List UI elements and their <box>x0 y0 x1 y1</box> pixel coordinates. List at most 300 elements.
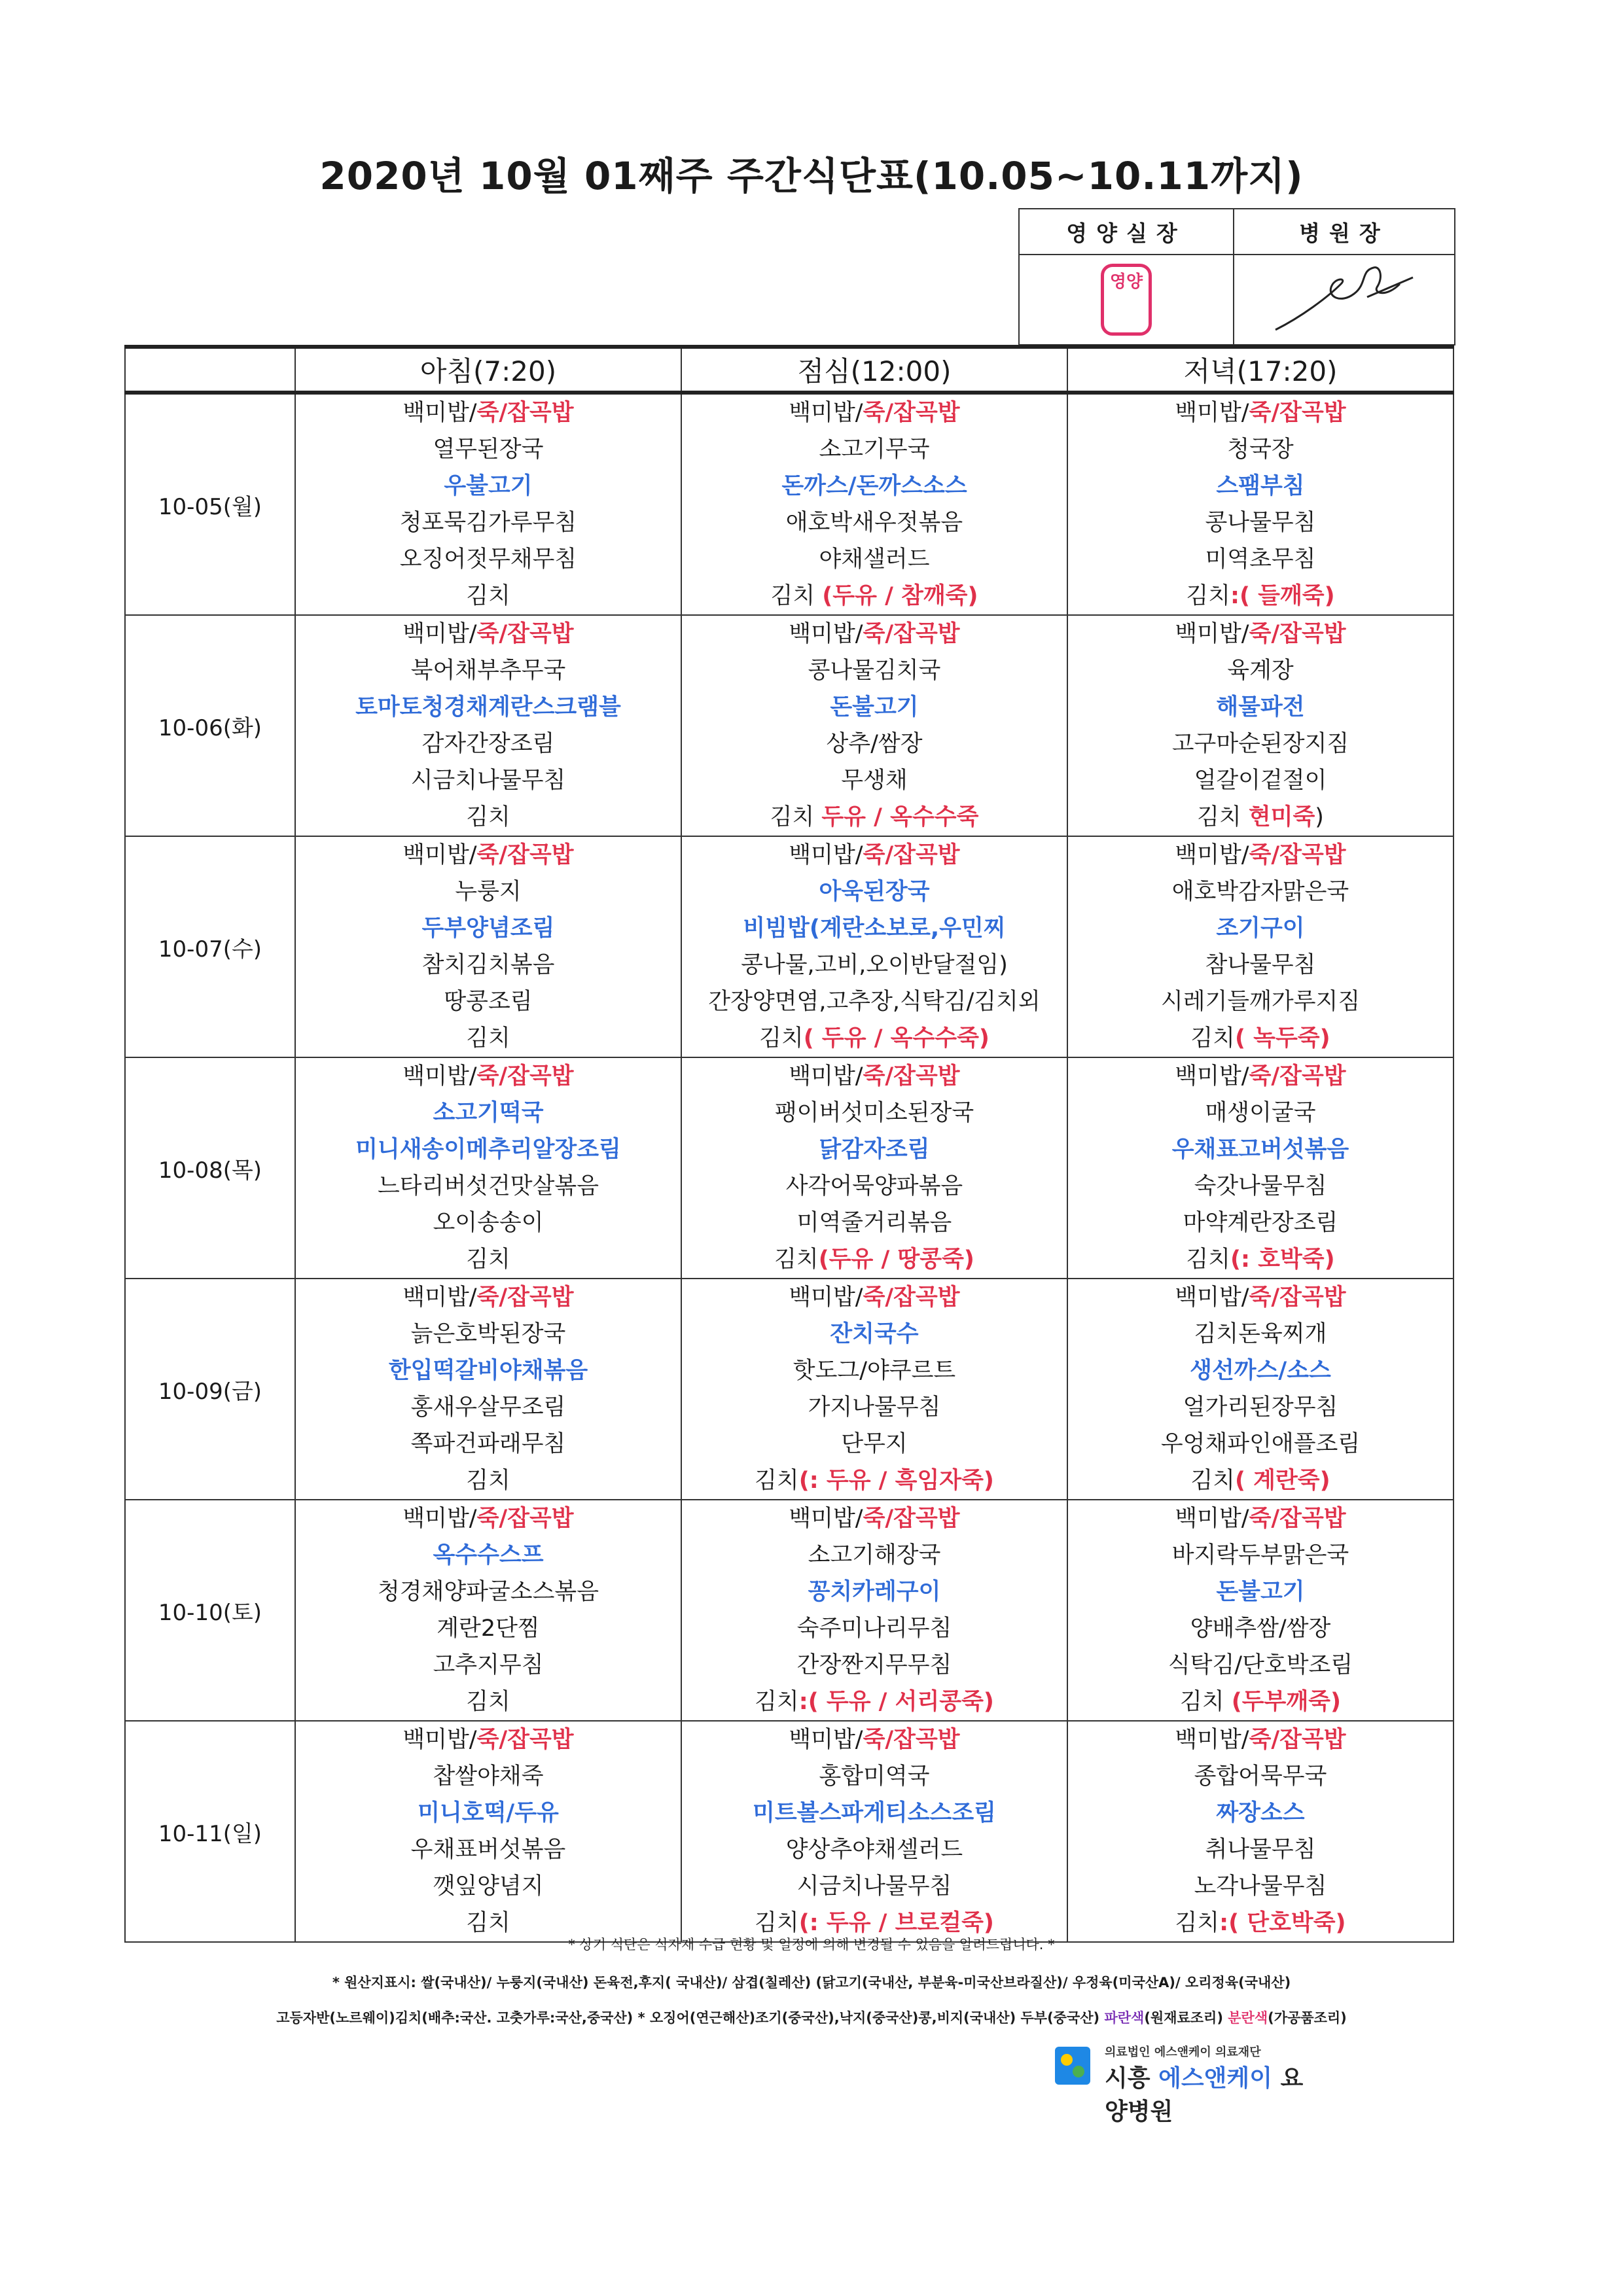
menu-item <box>1068 1537 1453 1574</box>
menu-item <box>296 652 681 689</box>
day-row <box>125 1057 1454 1279</box>
menu-item <box>296 1647 681 1684</box>
hospital-logo-icon <box>1054 2045 1092 2086</box>
menu-item <box>682 1610 1067 1647</box>
menu-item <box>296 983 681 1020</box>
dietitian-seal-cell <box>1019 255 1234 345</box>
menu-item <box>296 762 681 799</box>
origin-info-segment: (원재료조리) <box>1144 2010 1228 2026</box>
menu-item <box>682 431 1067 468</box>
menu-item <box>1068 1868 1453 1905</box>
menu-item-text: 옥수수스프 <box>433 1542 544 1568</box>
menu-item-text: 돈불고기 <box>830 694 919 720</box>
menu-item-text: 백미밥/ <box>789 1727 863 1753</box>
menu-item-text: 감자간장조림 <box>421 731 555 757</box>
menu-item-text: :( 단호박죽) <box>1219 1910 1346 1936</box>
menu-item <box>1068 504 1453 541</box>
menu-item-text: 두유 / 옥수수죽 <box>821 804 979 830</box>
menu-item-text: 백미밥/ <box>1175 1063 1249 1089</box>
menu-item-text: 땅콩조림 <box>444 989 533 1015</box>
menu-item-text: 김치 <box>774 1246 819 1273</box>
menu-item-text: 백미밥/ <box>402 842 477 868</box>
menu-item <box>1068 983 1453 1020</box>
menu-item-text: 김치 <box>755 1689 799 1715</box>
menu-item <box>682 395 1067 431</box>
lunch-header: 점심(12:00) <box>681 347 1067 393</box>
menu-item <box>682 762 1067 799</box>
menu-item <box>296 1795 681 1831</box>
weekly-menu-table <box>124 345 1454 1943</box>
menu-item-text: ( 녹두죽) <box>1235 1025 1330 1051</box>
menu-item <box>682 1426 1067 1462</box>
breakfast-header: 아침(7:20) <box>295 347 681 393</box>
dinner-cell <box>1067 1500 1454 1721</box>
menu-item <box>296 1095 681 1131</box>
logo-suffix: 요양병원 <box>1105 2065 1304 2125</box>
breakfast-cell <box>295 1721 681 1942</box>
menu-item-text: 스팸부침 <box>1216 473 1305 499</box>
menu-item <box>1068 1279 1453 1316</box>
menu-item-text: 취나물무침 <box>1205 1837 1316 1863</box>
menu-item-text: 콩나물김치국 <box>808 658 941 684</box>
menu-item <box>1068 541 1453 578</box>
menu-item-text: 미역초무침 <box>1205 546 1316 573</box>
day-date: 10-06(화) <box>125 615 295 836</box>
menu-item-text: (: 호박죽) <box>1230 1246 1335 1273</box>
menu-item-text: 백미밥/ <box>789 842 863 868</box>
menu-item <box>682 1722 1067 1758</box>
menu-item <box>1068 1610 1453 1647</box>
dinner-cell <box>1067 1721 1454 1942</box>
menu-item <box>682 1316 1067 1352</box>
lunch-cell <box>681 1279 1067 1500</box>
menu-item-text: 죽/잡곡밥 <box>1249 1284 1346 1311</box>
menu-item-text: 우채표고버섯볶음 <box>1171 1137 1349 1163</box>
menu-item-text: 사각어묵양파볶음 <box>785 1173 963 1199</box>
menu-item <box>296 837 681 874</box>
menu-item <box>1068 947 1453 983</box>
menu-item-text: 김치 <box>466 583 510 609</box>
origin-info-segment: 고등자반(노르웨이)김치(배추:국산. 고춧가루:국산,중국산) * 오징어(연근해산)조기(중국산),낙지(중국산)콩,비지(국내산) 두부(중국산) <box>276 2010 1105 2026</box>
menu-item <box>296 1574 681 1610</box>
menu-item-text: 오징어젓무채무침 <box>399 546 577 573</box>
menu-item <box>1068 1795 1453 1831</box>
logo-brand: 에스앤케이 <box>1158 2065 1272 2092</box>
menu-item-text: 김치 <box>466 1025 510 1051</box>
menu-item-text: 계란2단찜 <box>437 1616 540 1642</box>
menu-item <box>682 1647 1067 1684</box>
menu-item <box>682 578 1067 614</box>
menu-item <box>1068 1316 1453 1352</box>
menu-item <box>1068 616 1453 652</box>
menu-item-text: 애호박새우젓볶음 <box>785 510 963 536</box>
menu-item <box>296 1020 681 1057</box>
menu-item <box>682 616 1067 652</box>
menu-item-text: 팽이버섯미소된장국 <box>774 1100 974 1126</box>
menu-item-text: ( 계란죽) <box>1235 1468 1330 1494</box>
menu-item <box>682 1205 1067 1241</box>
menu-item-text: 시금치나물무침 <box>796 1873 952 1899</box>
menu-item-text: 시레기들깨가루지짐 <box>1160 989 1361 1015</box>
logo-city: 시흥 <box>1105 2065 1159 2092</box>
menu-item <box>1068 1095 1453 1131</box>
menu-item-text: 죽/잡곡밥 <box>476 1284 574 1311</box>
menu-item <box>1068 1020 1453 1057</box>
menu-item-text: 김치 <box>770 583 823 609</box>
menu-item-text: 북어채부추무국 <box>410 658 566 684</box>
lunch-cell <box>681 1057 1067 1279</box>
lunch-cell <box>681 615 1067 836</box>
lunch-cell <box>681 393 1067 615</box>
menu-item-text: 백미밥/ <box>402 621 477 647</box>
menu-item-text: 백미밥/ <box>789 1284 863 1311</box>
menu-item-text: 짜장소스 <box>1216 1800 1305 1826</box>
menu-item-text: 단무지 <box>841 1431 908 1457</box>
menu-item <box>1068 1684 1453 1720</box>
menu-item-text: 죽/잡곡밥 <box>476 400 574 426</box>
menu-item <box>682 1131 1067 1168</box>
menu-item <box>1068 652 1453 689</box>
menu-item <box>682 541 1067 578</box>
day-row <box>125 1279 1454 1500</box>
menu-item-text: 한입떡갈비야채볶음 <box>388 1358 588 1384</box>
menu-item-text: 참치김치볶음 <box>421 952 555 978</box>
menu-item-text: 해물파전 <box>1216 694 1305 720</box>
notice-text: * 상기 식단은 식자재 수급 현황 및 일정에 의해 변경될 수 있음을 알려드립니다. * <box>568 1937 1055 1952</box>
menu-item <box>296 689 681 726</box>
menu-item-text: 간장양면염,고추장,식탁김/김치외 <box>708 989 1041 1015</box>
menu-item <box>296 1610 681 1647</box>
menu-item <box>296 1500 681 1537</box>
menu-item-text: 노각나물무침 <box>1194 1873 1327 1899</box>
menu-item-text: 열무된장국 <box>433 436 544 463</box>
menu-item <box>1068 1426 1453 1462</box>
menu-item-text: 백미밥/ <box>402 1506 477 1532</box>
menu-item-text: 무생채 <box>841 768 908 794</box>
menu-item-text: 미니새송이메추리알장조림 <box>355 1137 621 1163</box>
menu-item <box>296 1352 681 1389</box>
menu-item-text: 닭감자조림 <box>819 1137 930 1163</box>
menu-item <box>682 689 1067 726</box>
menu-item <box>296 504 681 541</box>
menu-item-text: 조기구이 <box>1216 915 1305 942</box>
approval-box <box>1018 208 1455 345</box>
menu-item <box>682 1241 1067 1278</box>
menu-item-text: 백미밥/ <box>789 1063 863 1089</box>
menu-item-text: 김치돈육찌개 <box>1194 1321 1327 1347</box>
menu-item <box>296 1462 681 1499</box>
menu-item-text: 콩나물,고비,오이반달절임) <box>741 952 1008 978</box>
menu-item-text: 홍합미역국 <box>819 1763 930 1790</box>
menu-item <box>682 1058 1067 1095</box>
menu-item <box>1068 1574 1453 1610</box>
menu-item <box>682 947 1067 983</box>
menu-item-text: 백미밥/ <box>402 400 477 426</box>
menu-item-text: 김치 <box>759 1025 804 1051</box>
menu-item <box>1068 1647 1453 1684</box>
menu-item <box>1068 1462 1453 1499</box>
menu-item-text: 백미밥/ <box>789 621 863 647</box>
menu-item <box>1068 1168 1453 1205</box>
menu-item-text: 죽/잡곡밥 <box>863 842 960 868</box>
menu-item-text: 김치 <box>755 1910 799 1936</box>
day-row <box>125 836 1454 1057</box>
menu-item <box>682 1684 1067 1720</box>
menu-item <box>296 1537 681 1574</box>
menu-item-text: 미역줄거리볶음 <box>796 1210 952 1236</box>
menu-item-text: 백미밥/ <box>1175 621 1249 647</box>
menu-item <box>296 1868 681 1905</box>
lunch-cell <box>681 1721 1067 1942</box>
menu-item <box>296 1831 681 1868</box>
menu-item-text: 김치 <box>466 1689 510 1715</box>
menu-item <box>1068 1500 1453 1537</box>
menu-item <box>682 799 1067 836</box>
logo-hospital-name <box>1105 2060 1315 2127</box>
breakfast-cell <box>295 1279 681 1500</box>
menu-item <box>296 1058 681 1095</box>
menu-item <box>682 1831 1067 1868</box>
menu-item <box>1068 1389 1453 1426</box>
menu-item <box>682 1168 1067 1205</box>
menu-item <box>296 799 681 836</box>
menu-item-text: 백미밥/ <box>1175 1284 1249 1311</box>
logo-foundation-text: 의료법인 에스앤케이 의료재단 <box>1105 2045 1261 2059</box>
menu-item <box>1068 578 1453 614</box>
day-row <box>125 615 1454 836</box>
menu-item <box>682 1868 1067 1905</box>
menu-item <box>296 1205 681 1241</box>
menu-item <box>296 1758 681 1795</box>
menu-item <box>1068 874 1453 910</box>
menu-item-text: 백미밥/ <box>402 1727 477 1753</box>
menu-item-text: 미니호떡/두유 <box>418 1800 559 1826</box>
breakfast-cell <box>295 836 681 1057</box>
menu-item-text: 꽁치카레구이 <box>808 1579 941 1605</box>
day-date: 10-09(금) <box>125 1279 295 1500</box>
menu-item-text: 김치 <box>466 1246 510 1273</box>
menu-item <box>296 468 681 504</box>
dinner-cell <box>1067 836 1454 1057</box>
menu-item-text: 잔치국수 <box>830 1321 919 1347</box>
menu-item-text: (두유 / 땅콩죽) <box>818 1246 974 1273</box>
menu-item-text: 애호박감자맑은국 <box>1171 879 1349 905</box>
menu-item <box>1068 1131 1453 1168</box>
menu-item-text: 김치 <box>1190 1025 1235 1051</box>
menu-item-text: 고구마순된장지짐 <box>1171 731 1349 757</box>
menu-item-text: 비빔밥(계란소보로,우민찌 <box>743 915 1006 942</box>
day-row <box>125 393 1454 615</box>
menu-item-text: 죽/잡곡밥 <box>1249 1506 1346 1532</box>
day-row <box>125 1500 1454 1721</box>
menu-item <box>296 1684 681 1720</box>
menu-item-text: 백미밥/ <box>1175 1506 1249 1532</box>
menu-item <box>1068 1058 1453 1095</box>
menu-item-text: 현미죽 <box>1248 804 1315 830</box>
menu-item <box>1068 726 1453 762</box>
menu-item <box>1068 910 1453 947</box>
menu-item-text: 죽/잡곡밥 <box>476 1063 574 1089</box>
menu-item <box>682 726 1067 762</box>
menu-item-text: ) <box>1315 804 1324 830</box>
menu-item <box>1068 837 1453 874</box>
menu-item-text: 콩나물무침 <box>1205 510 1316 536</box>
dinner-cell <box>1067 1279 1454 1500</box>
menu-item <box>682 837 1067 874</box>
origin-info-segment: 분란색 <box>1228 2010 1268 2026</box>
menu-item-text: 느타리버섯건맛살볶음 <box>377 1173 599 1199</box>
menu-item <box>1068 799 1453 836</box>
menu-item-text: 죽/잡곡밥 <box>1249 842 1346 868</box>
menu-item-text: 김치 <box>770 804 822 830</box>
menu-item <box>1068 1352 1453 1389</box>
menu-item-text: 얼갈이겉절이 <box>1194 768 1327 794</box>
menu-item-text: 시금치나물무침 <box>410 768 566 794</box>
menu-item-text: 생선까스/소스 <box>1190 1358 1331 1384</box>
menu-item <box>1068 468 1453 504</box>
origin-info-segment: 파란색 <box>1104 2010 1145 2026</box>
menu-item <box>1068 1831 1453 1868</box>
hospital-logo <box>1054 2036 1315 2125</box>
menu-item-text: 토마토청경채계란스크램블 <box>355 694 621 720</box>
origin-info-segment: (가공품조리) <box>1268 2010 1347 2026</box>
menu-item-text: 죽/잡곡밥 <box>863 1727 960 1753</box>
menu-item-text: 아욱된장국 <box>819 879 930 905</box>
menu-item-text: 우불고기 <box>444 473 533 499</box>
menu-item <box>1068 762 1453 799</box>
seal-stamp: 영양 <box>1101 264 1152 336</box>
menu-item-text: ( 두유 / 옥수수죽) <box>803 1025 990 1051</box>
menu-item-text: (두부깨죽) <box>1231 1689 1341 1715</box>
menu-item-text: 상추/쌈장 <box>826 731 923 757</box>
menu-item <box>296 1241 681 1278</box>
day-date: 10-10(토) <box>125 1500 295 1721</box>
page-title: 2020년 10월 01째주 주간식단표(10.05~10.11까지) <box>319 154 1304 198</box>
breakfast-cell <box>295 1500 681 1721</box>
menu-item-text: 돈까스/돈까스소스 <box>781 473 967 499</box>
origin-info-line-1: * 원산지표시: 쌀(국내산)/ 누룽지(국내산) 돈육전,후지( 국내산)/ 삼겹(칠레산) (닭고기(국내산, 부분육-미국산브라질산)/ 우정육(미국산A)/ 오리정육(국내산) <box>332 1975 1291 1990</box>
menu-item <box>296 874 681 910</box>
menu-item-text: 김치 <box>1186 583 1230 609</box>
menu-item-text: 미트볼스파게티소스조림 <box>753 1800 996 1826</box>
menu-item <box>296 726 681 762</box>
menu-item-text: 죽/잡곡밥 <box>863 621 960 647</box>
menu-item <box>682 1795 1067 1831</box>
menu-item <box>296 616 681 652</box>
menu-item-text: 종합어묵무국 <box>1194 1763 1327 1790</box>
menu-item-text: 죽/잡곡밥 <box>1249 1063 1346 1089</box>
menu-item-text: 백미밥/ <box>402 1284 477 1311</box>
menu-item <box>296 541 681 578</box>
menu-item-text: 늙은호박된장국 <box>410 1321 566 1347</box>
menu-item-text: 양배추쌈/쌈장 <box>1190 1616 1331 1642</box>
menu-item-text: 김치 <box>1190 1468 1235 1494</box>
menu-item-text: 쪽파건파래무침 <box>410 1431 566 1457</box>
menu-item <box>682 983 1067 1020</box>
menu-item <box>682 1389 1067 1426</box>
menu-item-text: 얼가리된장무침 <box>1183 1394 1338 1421</box>
menu-item <box>1068 431 1453 468</box>
menu-item-text: 홍새우살무조림 <box>410 1394 566 1421</box>
menu-item-text: 소고기떡국 <box>433 1100 544 1126</box>
director-signature-cell <box>1234 255 1455 345</box>
day-row <box>125 1721 1454 1942</box>
menu-item <box>682 1574 1067 1610</box>
menu-item <box>682 1500 1067 1537</box>
day-date: 10-08(목) <box>125 1057 295 1279</box>
menu-item-text: :( 들깨죽) <box>1230 583 1335 609</box>
menu-item <box>296 1131 681 1168</box>
menu-item-text: 죽/잡곡밥 <box>1249 621 1346 647</box>
menu-item-text: 김치 <box>1197 804 1249 830</box>
menu-item <box>296 578 681 614</box>
menu-item-text: 두부양념조림 <box>421 915 555 942</box>
menu-item <box>296 910 681 947</box>
dinner-header: 저녁(17:20) <box>1067 347 1454 393</box>
menu-item-text: 숙갓나물무침 <box>1194 1173 1327 1199</box>
menu-item <box>682 652 1067 689</box>
menu-item-text: :( 두유 / 서리콩죽) <box>798 1689 994 1715</box>
menu-item-text: 마약계란장조림 <box>1183 1210 1338 1236</box>
menu-item <box>682 910 1067 947</box>
menu-item-text: 청국장 <box>1227 436 1294 463</box>
lunch-cell <box>681 1500 1067 1721</box>
menu-item-text: 야채샐러드 <box>819 546 930 573</box>
menu-item-text: 백미밥/ <box>1175 400 1249 426</box>
menu-item-text: 죽/잡곡밥 <box>476 1727 574 1753</box>
menu-item-text: 김치 <box>466 804 510 830</box>
menu-item <box>1068 1205 1453 1241</box>
menu-item-text: 백미밥/ <box>1175 1727 1249 1753</box>
menu-item-text: 죽/잡곡밥 <box>863 400 960 426</box>
menu-item-text: 백미밥/ <box>402 1063 477 1089</box>
menu-item <box>296 395 681 431</box>
breakfast-cell <box>295 393 681 615</box>
menu-item <box>296 1316 681 1352</box>
menu-item-text: 매생이굴국 <box>1205 1100 1316 1126</box>
menu-item-text: 김치 <box>1186 1246 1230 1273</box>
menu-item-text: 백미밥/ <box>1175 842 1249 868</box>
menu-item-text: 죽/잡곡밥 <box>863 1284 960 1311</box>
menu-item-text: 돈불고기 <box>1216 1579 1305 1605</box>
menu-item <box>682 1095 1067 1131</box>
day-date: 10-05(월) <box>125 393 295 615</box>
menu-item <box>682 1462 1067 1499</box>
menu-item-text: 죽/잡곡밥 <box>863 1506 960 1532</box>
menu-item-text: 죽/잡곡밥 <box>476 842 574 868</box>
menu-item <box>682 504 1067 541</box>
menu-item-text: 죽/잡곡밥 <box>1249 400 1346 426</box>
menu-item-text: 백미밥/ <box>789 400 863 426</box>
menu-item <box>296 947 681 983</box>
menu-item-text: 죽/잡곡밥 <box>476 1506 574 1532</box>
menu-item-text: 바지락두부맑은국 <box>1171 1542 1349 1568</box>
day-date: 10-07(수) <box>125 836 295 1057</box>
menu-item <box>296 1722 681 1758</box>
menu-item-text: 간장짠지무무침 <box>796 1652 952 1678</box>
menu-item <box>296 1426 681 1462</box>
day-date: 10-11(일) <box>125 1721 295 1942</box>
menu-item <box>1068 1241 1453 1278</box>
menu-item <box>682 1020 1067 1057</box>
menu-item-text: 숙주미나리무침 <box>796 1616 952 1642</box>
menu-item-text: 김치 <box>466 1468 510 1494</box>
menu-item <box>296 431 681 468</box>
menu-item <box>682 874 1067 910</box>
menu-item <box>682 1279 1067 1316</box>
menu-item-text: 육계장 <box>1227 658 1294 684</box>
menu-item-text: 우엉채파인애플조림 <box>1160 1431 1361 1457</box>
